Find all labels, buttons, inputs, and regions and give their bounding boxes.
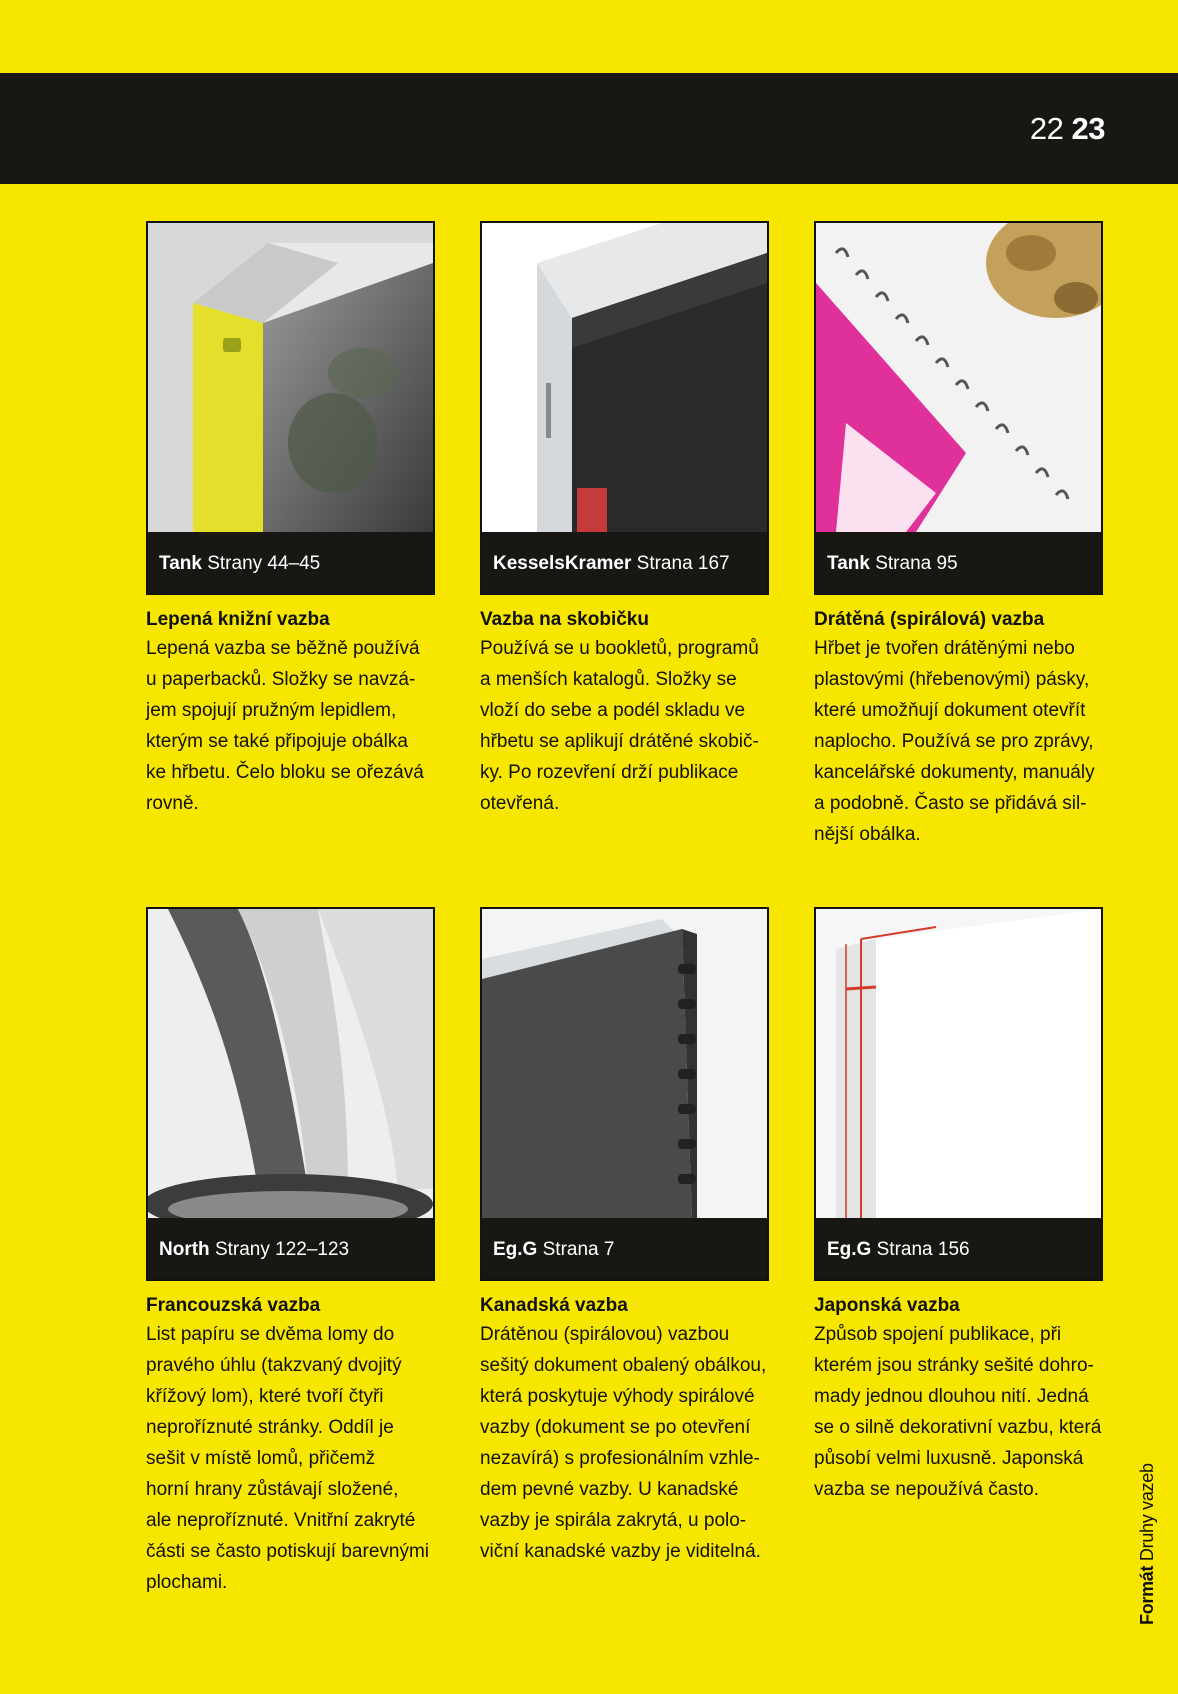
- caption-pages: Strana 156: [876, 1239, 970, 1260]
- card-title: Lepená knižní vazba: [146, 609, 330, 630]
- caption-studio: North: [159, 1239, 210, 1260]
- caption-studio: KesselsKramer: [493, 553, 632, 574]
- card-description: Hřbet je tvořen drátěnými nebo plastovými (hřebenovými) pásky, které umožňují dokument otevřít naplocho. Používá se pro zprávy, kancelářské dokumenty, manuály a podobně. Často se přidává sil- nější obálka.: [814, 638, 1095, 845]
- photo-caption: [816, 532, 1101, 593]
- image-frame: [146, 221, 435, 595]
- sidebar-section: Formát: [1137, 1565, 1157, 1625]
- japanese-binding-photo: [816, 909, 1101, 1218]
- image-frame: [814, 221, 1103, 595]
- binding-card-french-fold: [146, 907, 435, 1598]
- card-description: Způsob spojení publikace, při kterém jsou stránky sešité dohro- mady jednou dlouhou nití. Jedná se o silně dekorativní vazbu, která působí velmi luxusně. Japonská vazba se nepoužívá často.: [814, 1324, 1102, 1500]
- card-description: Lepená vazba se běžně používá u paperbacků. Složky se navzá- jem spojují pružným lepidlem, kterým se také připojuje obálka ke hřbetu. Čelo bloku se ořezává rovně.: [146, 638, 424, 814]
- card-title: Francouzská vazba: [146, 1295, 321, 1316]
- image-frame: [480, 907, 769, 1281]
- card-title: Japonská vazba: [814, 1295, 960, 1316]
- page-numbers: [1030, 111, 1105, 147]
- card-description: List papíru se dvěma lomy do pravého úhlu (takzvaný dvojitý křížový lom), které tvoří čtyři neproříznuté stránky. Oddíl je sešit v místě lomů, přičemž horní hrany zůstávají složené, ale neproříznuté. Vnitřní zakryté části se často potiskují barevnými plochami.: [146, 1324, 430, 1593]
- binding-card-perfect: [146, 221, 435, 819]
- saddle-stitch-photo: [482, 223, 767, 532]
- photo-caption: [148, 532, 433, 593]
- photo-caption: [148, 1218, 433, 1279]
- caption-pages: Strana 7: [542, 1239, 615, 1260]
- image-frame: [146, 907, 435, 1281]
- french-fold-photo: [148, 909, 433, 1218]
- card-title: Vazba na skobičku: [480, 609, 649, 630]
- canadian-binding-photo: [482, 909, 767, 1218]
- image-frame: [480, 221, 769, 595]
- caption-studio: Eg.G: [493, 1239, 538, 1260]
- caption-studio: Tank: [827, 553, 870, 574]
- caption-pages: Strany 44–45: [207, 553, 321, 574]
- binding-card-saddle-stitch: [480, 221, 769, 819]
- caption-studio: Eg.G: [827, 1239, 872, 1260]
- caption-studio: Tank: [159, 553, 202, 574]
- caption-pages: Strana 95: [875, 553, 958, 574]
- sidebar-topic: Druhy vazeb: [1137, 1463, 1157, 1562]
- photo-caption: [482, 1218, 767, 1279]
- caption-pages: Strana 167: [636, 553, 730, 574]
- binding-card-canadian: [480, 907, 769, 1567]
- spiral-binding-photo: [816, 223, 1101, 532]
- card-title: Drátěná (spirálová) vazba: [814, 609, 1045, 630]
- photo-caption: [482, 532, 767, 593]
- page-number-right: 23: [1071, 111, 1105, 146]
- card-description: Používá se u bookletů, programů a menších katalogů. Složky se vloží do sebe a podél skladu ve hřbetu se aplikují drátěné skobič- ky. Po rozevření drží publikace otevřená.: [480, 638, 759, 814]
- page-number-left: 22: [1029, 111, 1064, 146]
- binding-card-japanese: [814, 907, 1103, 1505]
- perfect-binding-photo: [148, 223, 433, 532]
- photo-caption: [816, 1218, 1101, 1279]
- caption-pages: Strany 122–123: [214, 1239, 350, 1260]
- page-header-bar: [0, 73, 1178, 184]
- card-description: Drátěnou (spirálovou) vazbou sešitý dokument obalený obálkou, která poskytuje výhody spirálové vazby (dokument se po otevření nezavírá) s profesionálním vzhle- dem pevné vazby. U kanadské vazby je spirála zakrytá, u polo- viční kanadské vazby je viditelná.: [480, 1324, 767, 1562]
- section-sidebar-label: [1137, 1463, 1158, 1625]
- image-frame: [814, 907, 1103, 1281]
- binding-card-spiral: [814, 221, 1103, 850]
- card-title: Kanadská vazba: [480, 1295, 628, 1316]
